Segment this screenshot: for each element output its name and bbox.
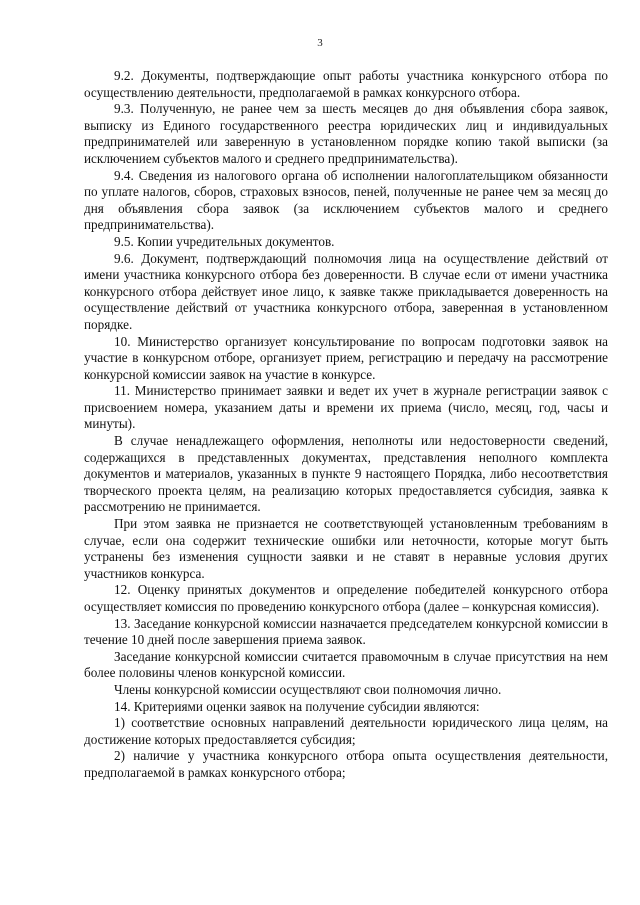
paragraph-9-6: 9.6. Документ, подтверждающий полномочия лица на осуществление действий от имени участника конкурсного отбора без доверенности. В случае если от имени участника конкурсного отбора действует иное лицо, к заявке также прикладывается доверенность на осуществление действий от участника конкурсного отбора, заверенная в установленном порядке. [84, 250, 608, 332]
paragraph-13-quorum: Заседание конкурсной комиссии считается правомочным в случае присутствия на нем более половины членов конкурсной комиссии. [84, 648, 608, 681]
paragraph-11: 11. Министерство принимает заявки и ведет их учет в журнале регистрации заявок с присвоением номера, указанием даты и времени их приема (число, месяц, год, часы и минуты). [84, 383, 608, 432]
paragraph-13-members: Члены конкурсной комиссии осуществляют свои полномочия лично. [114, 681, 502, 697]
paragraph-9-4: 9.4. Сведения из налогового органа об исполнении налогоплательщиком обязанности по уплате налогов, сборов, страховых взносов, пеней, полученные не ранее чем за месяц до дня объявления сбора заявок (за исключением субъектов малого и среднего предпринимательства). [84, 167, 608, 233]
paragraph-13: 13. Заседание конкурсной комиссии назначается председателем конкурсной комиссии в течение 10 дней после завершения приема заявок. [84, 615, 608, 648]
criterion-2: 2) наличие у участника конкурсного отбора опыта осуществления деятельности, предполагаемой в рамках конкурсного отбора; [84, 748, 608, 780]
paragraph-9-3: 9.3. Полученную, не ранее чем за шесть месяцев до дня объявления сбора заявок, выписку из Единого государственного реестра юридических лиц и индивидуальных предпринимателей или заверенную в установленном порядке копию такой выписки (за исключением субъектов малого и среднего предпринимательства). [84, 101, 608, 166]
document-body [84, 68, 608, 782]
page-number: 3 [317, 37, 323, 49]
criterion-1: 1) соответствие основных направлений деятельности юридического лица целям, на достижение которых предоставляется субсидия; [84, 715, 608, 747]
paragraph-9-2: 9.2. Документы, подтверждающие опыт работы участника конкурсного отбора по осуществлению деятельности, предполагаемой в рамках конкурсного отбора. [84, 68, 608, 100]
paragraph-14: 14. Критериями оценки заявок на получение субсидии являются: [114, 698, 480, 714]
paragraph-12: 12. Оценку принятых документов и определение победителей конкурсного отбора осуществляет комиссия по проведению конкурсного отбора (далее – конкурсная комиссия). [84, 582, 608, 614]
paragraph-11-technical-errors: При этом заявка не признается не соответствующей установленным требованиям в случае, если она содержит технические ошибки или неточности, которые могут быть устранены без изменения сущности заявки и не ставят в неравные условия других участников конкурса. [84, 516, 608, 581]
paragraph-10: 10. Министерство организует консультирование по вопросам подготовки заявок на участие в конкурсном отборе, организует прием, регистрацию и передачу на рассмотрение конкурсной комиссии заявок на участие в конкурсе. [84, 333, 608, 382]
paragraph-9-5: 9.5. Копии учредительных документов. [114, 233, 335, 249]
paragraph-11-improper-filing: В случае ненадлежащего оформления, неполноты или недостоверности сведений, содержащихся в представленных документах, представления неполного комплекта документов и материалов, указанных в пункте 9 настоящего Порядка, либо несоответствия творческого проекта целям, на реализацию которых предоставляется субсидия, заявка к рассмотрению не принимается. [84, 433, 608, 515]
